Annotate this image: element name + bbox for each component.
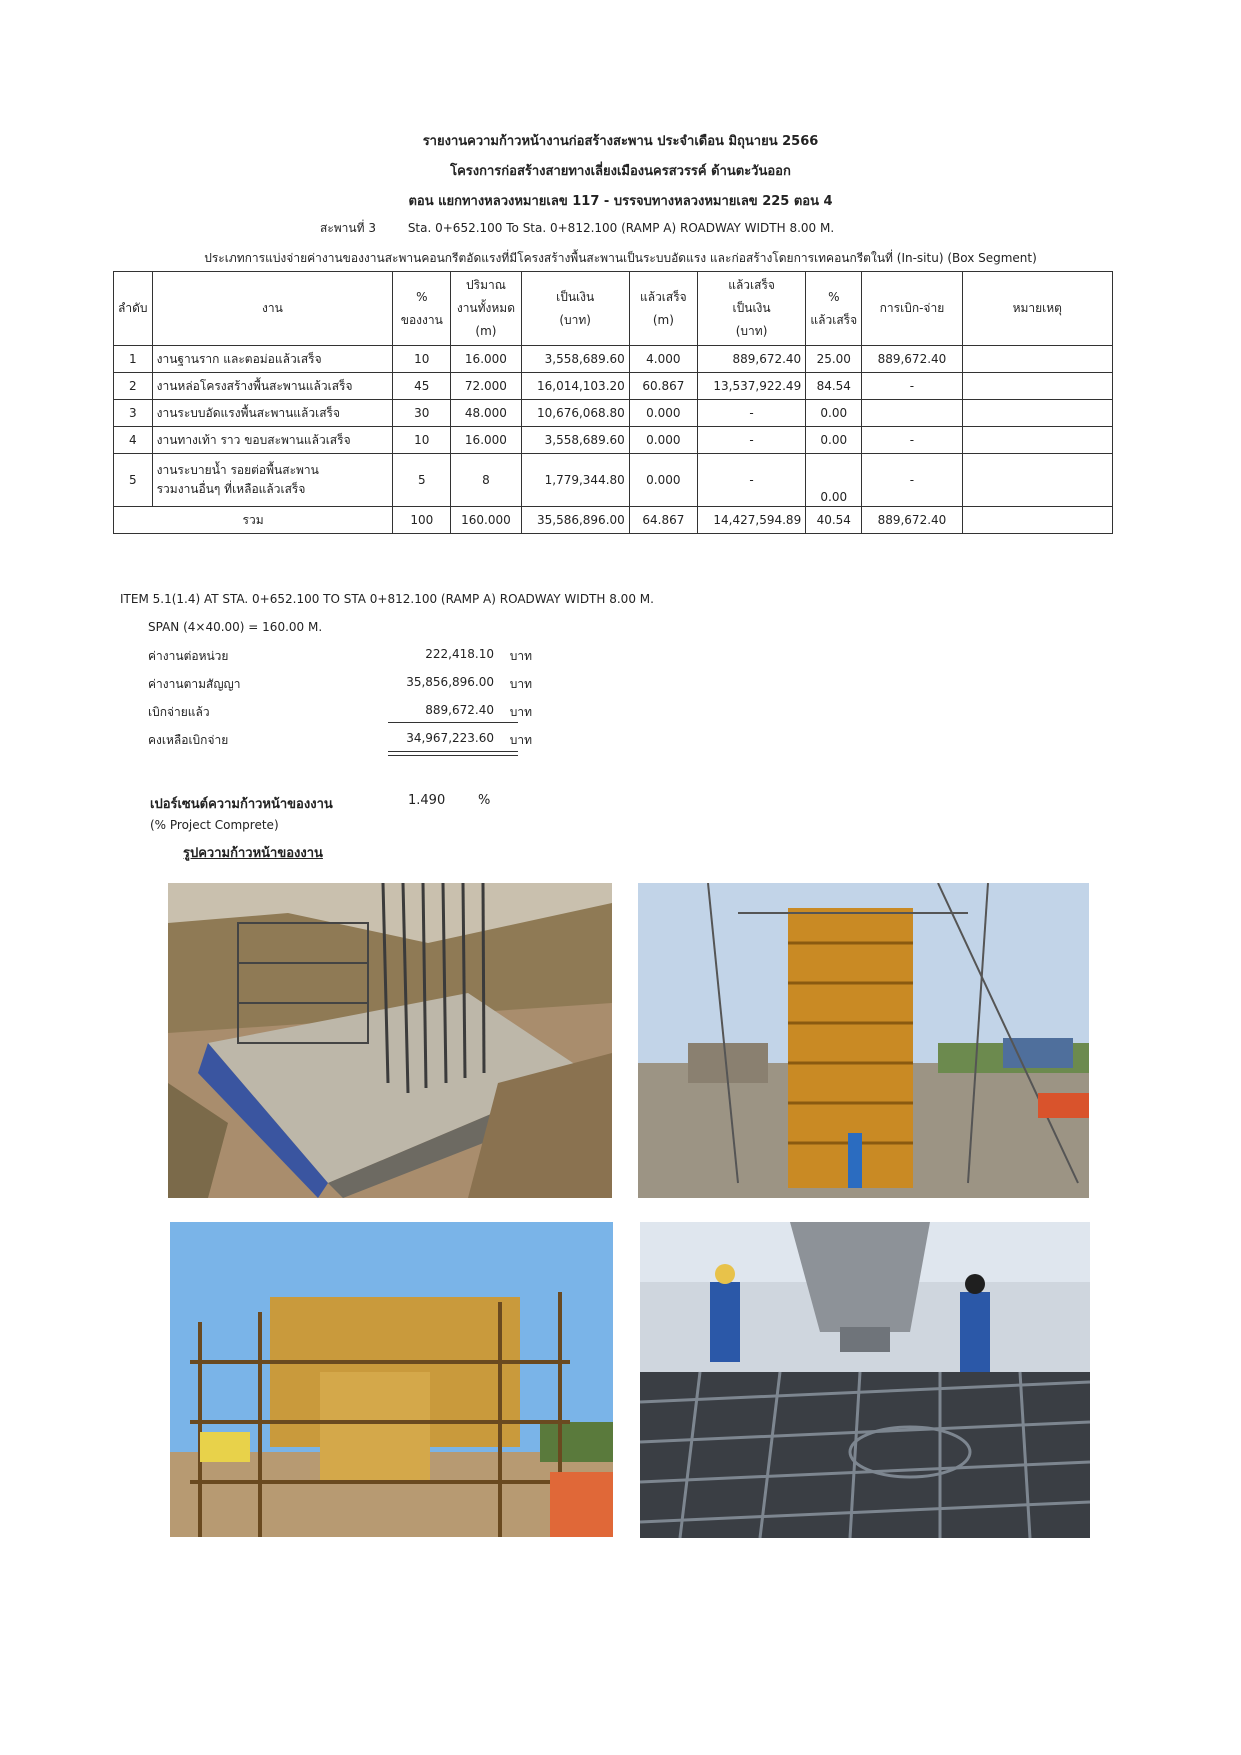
pier-formwork-photo	[638, 883, 1089, 1198]
header-work: งาน	[152, 272, 393, 346]
bridge-line	[320, 219, 862, 238]
unit-cost-label: ค่างานต่อหน่วย	[148, 649, 229, 663]
header-payment: การเบิก-จ่าย	[862, 272, 962, 346]
total-payment: 889,672.40	[862, 507, 962, 534]
row-amount: 3,558,689.60	[521, 427, 629, 454]
concrete-pouring-photo	[640, 1222, 1090, 1538]
row-qty: 48.000	[451, 400, 521, 427]
row-work: งานฐานราก และตอม่อแล้วเสร็จ	[152, 346, 393, 373]
table-row	[114, 346, 1113, 373]
paid-label: เบิกจ่ายแล้ว	[148, 705, 210, 719]
row-no: 1	[114, 346, 153, 373]
scaffolding-photo	[170, 1222, 613, 1537]
row-pct: 45	[393, 373, 451, 400]
total-qty: 160.000	[451, 507, 521, 534]
row-payment: -	[862, 427, 962, 454]
photo-heading: รูปความก้าวหน้าของงาน	[183, 846, 323, 861]
row-remark	[962, 427, 1112, 454]
total-label: รวม	[114, 507, 393, 534]
row-done-m: 4.000	[629, 346, 697, 373]
row-qty: 8	[451, 454, 521, 507]
row-remark	[962, 454, 1112, 507]
row-done-m: 0.000	[629, 454, 697, 507]
currency-unit: บาท	[509, 705, 532, 719]
row-pct-done: 0.00	[806, 400, 862, 427]
row-pct: 30	[393, 400, 451, 427]
row-remark	[962, 373, 1112, 400]
total-remark	[962, 507, 1112, 534]
row-payment: -	[862, 454, 962, 507]
row-done-amount: -	[697, 454, 805, 507]
row-payment: -	[862, 373, 962, 400]
row-pct-done: 84.54	[806, 373, 862, 400]
row-pct-done: 0.00	[806, 427, 862, 454]
remaining-row	[148, 731, 548, 753]
header-done-m: แล้วเสร็จ (m)	[629, 272, 697, 346]
progress-percent-value: 1.490	[408, 793, 446, 808]
total-double-rule	[388, 751, 518, 756]
header-pct-done: % แล้วเสร็จ	[806, 272, 862, 346]
header-no: ลำดับ	[114, 272, 153, 346]
row-qty: 16.000	[451, 427, 521, 454]
row-done-m: 0.000	[629, 427, 697, 454]
row-pct: 10	[393, 427, 451, 454]
row-remark	[962, 346, 1112, 373]
span-line: SPAN (4×40.00) = 160.00 M.	[148, 620, 323, 634]
row-payment	[862, 400, 962, 427]
row-work: งานทางเท้า ราว ขอบสะพานแล้วเสร็จ	[152, 427, 393, 454]
currency-unit: บาท	[509, 649, 532, 663]
row-done-amount: -	[697, 427, 805, 454]
project-title: โครงการก่อสร้างสายทางเลี่ยงเมืองนครสวรรค์ ด้านตะวันออก	[450, 164, 791, 179]
remaining-label: คงเหลือเบิกจ่าย	[148, 733, 229, 747]
progress-percent-label: เปอร์เซนต์ความก้าวหน้าของงาน	[150, 797, 333, 812]
row-pct-done: 0.00	[806, 454, 862, 507]
row-pct: 5	[393, 454, 451, 507]
currency-unit: บาท	[509, 733, 532, 747]
header-remark: หมายเหตุ	[962, 272, 1112, 346]
row-payment: 889,672.40	[862, 346, 962, 373]
bridge-label: สะพานที่ 3	[320, 221, 376, 235]
row-done-amount: -	[697, 400, 805, 427]
paid-value: 889,672.40	[425, 703, 494, 717]
row-qty: 72.000	[451, 373, 521, 400]
total-pct: 100	[393, 507, 451, 534]
row-done-amount: 889,672.40	[697, 346, 805, 373]
row-work: งานระบบอัดแรงพื้นสะพานแล้วเสร็จ	[152, 400, 393, 427]
header-qty: ปริมาณ งานทั้งหมด (m)	[451, 272, 521, 346]
contract-cost-label: ค่างานตามสัญญา	[148, 677, 241, 691]
row-no: 2	[114, 373, 153, 400]
subtotal-rule	[388, 722, 518, 723]
row-qty: 16.000	[451, 346, 521, 373]
header-pct-work: % ของงาน	[393, 272, 451, 346]
row-no: 3	[114, 400, 153, 427]
report-title: รายงานความก้าวหน้างานก่อสร้างสะพาน ประจำเดือน มิถุนายน 2566	[422, 134, 819, 149]
total-pct-done: 40.54	[806, 507, 862, 534]
unit-cost-row	[148, 647, 548, 669]
currency-unit: บาท	[509, 677, 532, 691]
row-pct-done: 25.00	[806, 346, 862, 373]
table-row	[114, 454, 1113, 507]
payment-type-description: ประเภทการแบ่งจ่ายค่างานของงานสะพานคอนกรีตอัดแรงที่มีโครงสร้างพื้นสะพานเป็นระบบอัดแรง และก่อสร้างโดยการเทคอนกรีตในที่ (In-situ) (Box Segment)	[204, 251, 1037, 265]
row-amount: 1,779,344.80	[521, 454, 629, 507]
total-amount: 35,586,896.00	[521, 507, 629, 534]
header-done-amount: แล้วเสร็จ เป็นเงิน (บาท)	[697, 272, 805, 346]
bridge-station: Sta. 0+652.100 To Sta. 0+812.100 (RAMP A) ROADWAY WIDTH 8.00 M.	[407, 221, 835, 235]
progress-percent-sub: (% Project Comprete)	[150, 818, 279, 832]
row-amount: 16,014,103.20	[521, 373, 629, 400]
row-amount: 10,676,068.80	[521, 400, 629, 427]
row-no: 4	[114, 427, 153, 454]
row-remark	[962, 400, 1112, 427]
total-done-m: 64.867	[629, 507, 697, 534]
row-no: 5	[114, 454, 153, 507]
contract-cost-row	[148, 675, 548, 697]
row-amount: 3,558,689.60	[521, 346, 629, 373]
table-row	[114, 373, 1113, 400]
table-header-row	[114, 272, 1113, 346]
item-line: ITEM 5.1(1.4) AT STA. 0+652.100 TO STA 0+812.100 (RAMP A) ROADWAY WIDTH 8.00 M.	[120, 592, 654, 606]
table-row	[114, 427, 1113, 454]
unit-cost-value: 222,418.10	[425, 647, 494, 661]
table-total-row	[114, 507, 1113, 534]
header-amount: เป็นเงิน (บาท)	[521, 272, 629, 346]
row-done-m: 0.000	[629, 400, 697, 427]
row-work: งานระบายน้ำ รอยต่อพื้นสะพาน รวมงานอื่นๆ ที่เหลือแล้วเสร็จ	[152, 454, 393, 507]
total-done-amount: 14,427,594.89	[697, 507, 805, 534]
progress-table	[113, 271, 1113, 534]
foundation-photo	[168, 883, 612, 1198]
remaining-value: 34,967,223.60	[406, 731, 494, 745]
contract-cost-value: 35,856,896.00	[406, 675, 494, 689]
row-done-amount: 13,537,922.49	[697, 373, 805, 400]
row-work: งานหล่อโครงสร้างพื้นสะพานแล้วเสร็จ	[152, 373, 393, 400]
row-done-m: 60.867	[629, 373, 697, 400]
progress-percent-unit: %	[478, 793, 491, 808]
row-pct: 10	[393, 346, 451, 373]
table-row	[114, 400, 1113, 427]
section-title: ตอน แยกทางหลวงหมายเลข 117 - บรรจบทางหลวงหมายเลข 225 ตอน 4	[408, 194, 833, 209]
